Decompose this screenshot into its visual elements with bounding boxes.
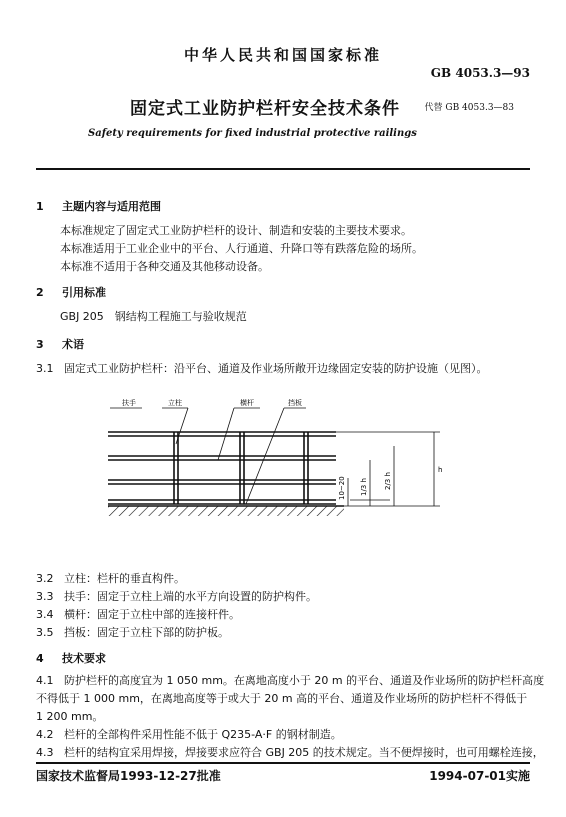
clause-3-3 [36,588,317,604]
clause-3-4 [36,606,240,622]
paragraph: 本标准不适用于各种交通及其他移动设备。 [60,260,269,273]
section-4-heading [36,650,106,666]
replaces-note: 代替 GB 4053.3—83 [424,103,514,113]
clause-3-2 [36,570,185,586]
section-1-heading [36,198,161,214]
clause-number: 3.3 [36,590,54,603]
national-standard-heading: 中华人民共和国国家标准 [183,46,382,64]
paragraph: 本标准适用于工业企业中的平台、人行通道、升降口等有跌落危险的场所。 [60,242,423,255]
dimension-toeboard: 10~20 [338,476,346,500]
document-title: 固定式工业防护栏杆安全技术条件 [130,99,400,119]
clause-number: 3.2 [36,572,54,585]
clause-text: 防护栏杆的高度宜为 1 050 mm。在离地高度小于 20 m 的平台、通道及作业场所的防护栏杆高度 [64,674,545,687]
clause-text: 立柱：栏杆的垂直构件。 [64,572,185,585]
clause-number: 3.4 [36,608,54,621]
section-number: 4 [36,652,44,665]
floor-hatch [108,506,344,516]
dimension-one-third-h: 1/3 h [360,478,368,496]
clause-text: 固定式工业防护栏杆：沿平台、通道及作业场所敞开边缘固定安装的防护设施（见图）。 [64,362,488,375]
clause-text: 扶手：固定于立柱上端的水平方向设置的防护构件。 [64,590,317,603]
section-number: 3 [36,338,44,351]
reference-item: GBJ 205 钢结构工程施工与验收规范 [60,310,247,323]
clause-3-5 [36,624,229,640]
clause-4-2 [36,726,342,742]
post-lines [174,432,308,504]
clause-3-1 [36,360,488,376]
section-title: 技术要求 [62,652,106,665]
document-title-english: Safety requirements for fixed industrial protective railings [88,128,417,139]
label-handrail: 扶手 [122,399,136,407]
clause-4-1-continued: 1 200 mm。 [36,710,104,723]
clause-number: 4.2 [36,728,54,741]
section-2-heading [36,284,106,300]
paragraph: 本标准规定了固定式工业防护栏杆的设计、制造和安装的主要技术要求。 [60,224,412,237]
section-title: 主题内容与适用范围 [62,200,161,213]
section-title: 术语 [62,338,84,351]
dimension-h: h [438,466,443,474]
clause-text: 挡板：固定于立柱下部的防护板。 [64,626,229,639]
leader-line [218,408,234,460]
label-toeboard: 挡板 [288,399,302,407]
approval-note: 国家技术监督局1993-12-27批准 [36,769,221,783]
clause-number: 4.3 [36,746,54,759]
footer-rule [36,762,530,764]
clause-4-1-continued: 不得低于 1 000 mm，在离地高度等于或大于 20 m 高的平台、通道及作业场所的防护栏杆不得低于 [36,692,528,705]
section-title: 引用标准 [62,286,106,299]
implementation-date: 1994-07-01实施 [429,769,530,783]
clause-4-3 [36,744,544,760]
railing-figure [100,396,460,556]
section-number: 1 [36,200,44,213]
clause-number: 3.5 [36,626,54,639]
dimension-two-thirds-h: 2/3 h [384,472,392,490]
label-midrail: 横杆 [240,399,254,407]
header-rule [36,168,530,170]
section-3-heading [36,336,84,352]
dimension-lines [336,432,443,506]
label-post: 立柱 [168,399,182,407]
clause-text: 横杆：固定于立柱中部的连接杆件。 [64,608,240,621]
rail-lines [108,432,336,504]
standard-number: GB 4053.3—93 [430,66,530,80]
clause-number: 3.1 [36,362,54,375]
clause-text: 栏杆的结构宜采用焊接，焊接要求应符合 GBJ 205 的技术规定。当不便焊接时，也可用螺栓连接， [64,746,544,759]
section-number: 2 [36,286,44,299]
clause-text: 栏杆的全部构件采用性能不低于 Q235-A·F 的钢材制造。 [64,728,342,741]
clause-4-1 [36,672,544,688]
clause-number: 4.1 [36,674,54,687]
